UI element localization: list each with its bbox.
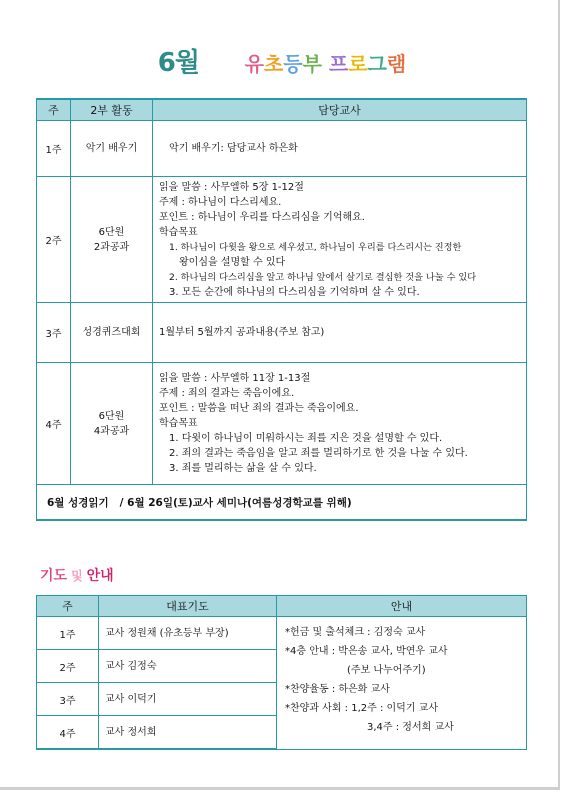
detail-line: 학습목표	[159, 226, 198, 238]
detail-line: 포인트 : 하나님이 우리를 다스리심을 기억해요.	[159, 211, 365, 223]
table-row	[37, 363, 527, 485]
detail-line: 2. 죄의 결과는 죽음임을 알고 죄를 멀리하기로 한 것을 나눌 수 있다.	[169, 448, 468, 459]
prayer-title-part: 안내	[86, 568, 114, 584]
notice-line: *찬양과 사회 : 1,2주 : 이덕기 교사	[285, 703, 438, 714]
notice-line: (주보 나누어주기)	[347, 665, 426, 676]
detail-line: 1. 하나님이 다윗을 왕으로 세우셨고, 하나님이 우리를 다스리시는 진정한	[169, 241, 462, 253]
detail-line: 악기 배우기: 담당교사 하은화	[169, 143, 298, 154]
detail-line: 주제 : 죄의 결과는 죽음이에요.	[159, 388, 295, 399]
prayer-header-notice: 안내	[277, 596, 527, 617]
activity-cell	[71, 303, 153, 363]
week-cell: 4주	[37, 363, 71, 485]
detail-cell	[153, 303, 527, 363]
activity-line: 2과공과	[93, 241, 130, 253]
program-title-char: 그	[367, 52, 387, 76]
page-title	[0, 42, 564, 79]
header-week: 주	[37, 99, 71, 121]
detail-line: 1월부터 5월까지 공과내용(주보 참고)	[159, 327, 325, 338]
program-title-char: 부	[302, 52, 322, 76]
detail-line: 읽을 말씀 : 사무엘하 5장 1-12절	[159, 181, 304, 193]
prayer-header-row	[37, 596, 527, 617]
activity-cell	[71, 177, 153, 303]
prayer-week-cell: 2주	[37, 650, 99, 683]
table-row	[37, 303, 527, 363]
activity-line: 6단원	[98, 410, 125, 422]
prayer-leader-cell: 교사 정원채 (유초등부 부장)	[99, 617, 277, 650]
program-title-char: 등	[283, 52, 303, 76]
schedule-table	[36, 98, 527, 521]
header-teacher: 담당교사	[153, 99, 527, 121]
week-cell: 3주	[37, 303, 71, 363]
prayer-table	[36, 595, 527, 750]
activity-line: 6단원	[98, 226, 125, 238]
table-row	[37, 177, 527, 303]
detail-cell	[153, 177, 527, 303]
detail-line: 왕이심을 설명할 수 있다	[179, 256, 286, 268]
table-row	[37, 121, 527, 177]
detail-line: 읽을 말씀 : 사무엘하 11장 1-13절	[159, 373, 311, 384]
program-title	[244, 52, 407, 76]
program-title-space	[322, 52, 329, 76]
prayer-title-part: 및	[71, 569, 83, 583]
prayer-leader-cell: 교사 정서희	[99, 716, 277, 750]
prayer-header-prayer: 대표기도	[99, 596, 277, 617]
activity-line: 악기 배우기	[85, 143, 138, 154]
schedule-footer-row	[37, 485, 527, 521]
notice-cell	[277, 617, 527, 750]
prayer-leader-cell: 교사 이덕기	[99, 683, 277, 716]
notice-line: *찬양율동 : 하은화 교사	[285, 684, 390, 695]
detail-cell	[153, 363, 527, 485]
notice-line: *헌금 및 출석체크 : 김정숙 교사	[285, 627, 426, 638]
prayer-header-week: 주	[37, 596, 99, 617]
prayer-week-cell: 3주	[37, 683, 99, 716]
notice-line: 3,4주 : 정서희 교사	[367, 722, 454, 733]
detail-line: 포인트 : 말씀을 떠난 죄의 결과는 죽음이에요.	[159, 403, 359, 414]
schedule-header-row	[37, 99, 527, 121]
prayer-section-title	[40, 565, 114, 585]
detail-line: 3. 죄를 멀리하는 삶을 살 수 있다.	[169, 463, 317, 474]
prayer-leader-cell: 교사 김정숙	[99, 650, 277, 683]
activity-line: 성경퀴즈대회	[82, 327, 141, 338]
notice-line: *4층 안내 : 박은송 교사, 박연우 교사	[285, 646, 448, 657]
prayer-week-cell: 4주	[37, 716, 99, 750]
schedule-footer: 6월 성경읽기 / 6월 26일(토)교사 세미나(여름성경학교를 위해)	[37, 485, 527, 521]
detail-cell	[153, 121, 527, 177]
program-title-char: 프	[328, 52, 349, 76]
program-title-char: 유	[244, 52, 264, 76]
detail-line: 학습목표	[159, 418, 198, 429]
activity-line: 4과공과	[93, 425, 130, 437]
month-title: 6월	[157, 48, 200, 78]
activity-cell	[71, 121, 153, 177]
header-activity: 2부 활동	[71, 99, 153, 121]
program-title-char: 램	[386, 52, 407, 76]
detail-line: 1. 다윗이 하나님이 미워하시는 죄를 지은 것을 설명할 수 있다.	[169, 433, 443, 444]
detail-line: 주제 : 하나님이 다스리세요.	[159, 196, 282, 208]
detail-line: 3. 모든 순간에 하나님의 다스리심을 기억하며 살 수 있다.	[169, 286, 420, 298]
prayer-week-cell: 1주	[37, 617, 99, 650]
program-title-char: 초	[263, 52, 284, 76]
prayer-title-part: 기도	[40, 568, 68, 584]
table-row	[37, 617, 527, 650]
week-cell: 2주	[37, 177, 71, 303]
week-cell: 1주	[37, 121, 71, 177]
detail-line: 2. 하나님의 다스리심을 알고 하나님 앞에서 살기로 결심한 것을 나눌 수 있다	[169, 271, 477, 283]
program-title-char: 로	[348, 52, 368, 76]
activity-cell	[71, 363, 153, 485]
